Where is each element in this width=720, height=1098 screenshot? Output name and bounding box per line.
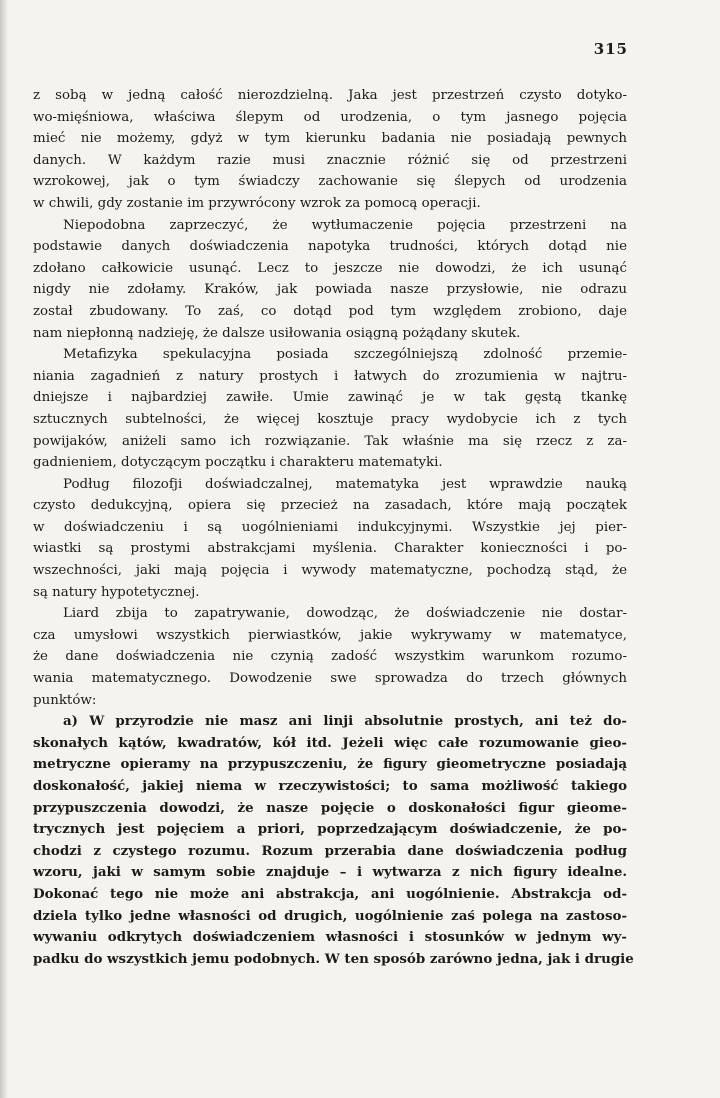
text-line: Dokonać tego nie może ani abstrakcja, ani uogólnienie. Abstrakcja od- [33,885,627,902]
text-line: a) W przyrodzie nie masz ani linji absolutnie prostych, ani też do- [63,713,627,730]
text-line: cza umysłowi wszystkich pierwiastków, jakie wykrywamy w matematyce, [33,627,627,643]
text-line: wania matematycznego. Dowodzenie swe sprowadza do trzech głównych [33,671,627,687]
text-line: przypuszczenia dowodzi, że nasze pojęcie o doskonałości figur gieome- [33,799,627,816]
text-line: metryczne opieramy na przypuszczeniu, że figury gieometryczne posiadają [33,756,627,773]
text-line: nam niepłonną nadzieję, że dalsze usiłowania osiągną pożądany skutek. [33,325,521,341]
page-edge-shadow [0,0,8,1098]
text-line: gadnieniem, dotyczącym początku i charakteru matematyki. [33,455,443,471]
text-line: Podług filozofji doświadczalnej, matematyka jest wprawdzie nauką [63,476,627,492]
text-line: padku do wszystkich jemu podobnych. W ten sposób zarówno jedna, jak i drugie [33,950,634,967]
text-line: są natury hypotetycznej. [33,584,200,600]
text-line: Niepodobna zaprzeczyć, że wytłumaczenie pojęcia przestrzeni na [63,217,627,233]
text-line: wzrokowej, jak o tym świadczy zachowanie się ślepych od urodzenia [33,174,627,190]
text-line: że dane doświadczenia nie czynią zadość wszystkim warunkom rozumo- [33,649,627,665]
text-line: został zbudowany. To zaś, co dotąd pod tym względem zrobiono, daje [33,303,627,319]
text-line: wiastki są prostymi abstrakcjami myślenia. Charakter konieczności i po- [33,541,627,557]
text-line: punktów: [33,692,97,708]
text-line: wo-mięśniowa, właściwa ślepym od urodzenia, o tym jasnego pojęcia [33,109,627,125]
text-line: z sobą w jedną całość nierozdzielną. Jaka jest przestrzeń czysto dotyko- [33,88,627,103]
text-line: podstawie danych doświadczenia napotyka trudności, których dotąd nie [33,239,627,255]
text-line: Liard zbija to zapatrywanie, dowodząc, że doświadczenie nie dostar- [63,606,627,622]
text-line: zdołano całkowicie usunąć. Lecz to jeszcze nie dowodzi, że ich usunąć [33,260,627,276]
text-line: w doświadczeniu i są uogólnieniami indukcyjnymi. Wszystkie jej pier- [33,519,627,535]
text-line: chodzi z czystego rozumu. Rozum przerabia dane doświadczenia podług [33,842,627,859]
text-line: skonałych kątów, kwadratów, kół itd. Jeżeli więc całe rozumowanie gieo- [33,734,627,751]
body-text [33,85,634,970]
text-line: danych. W każdym razie musi znacznie różnić się od przestrzeni [33,152,627,168]
text-line: nigdy nie zdołamy. Kraków, jak powiada nasze przysłowie, nie odrazu [33,282,627,298]
text-line: niania zagadnień z natury prostych i łatwych do zrozumienia w najtru- [33,368,627,384]
text-line: trycznych jest pojęciem a priori, poprzedzającym doświadczenie, że po- [33,821,627,838]
text-line: dziela tylko jedne własności od drugich, uogólnienie zaś polega na zastoso- [33,907,627,924]
text-line: Metafizyka spekulacyjna posiada szczególniejszą zdolność przemie- [63,347,627,363]
text-line: mieć nie możemy, gdyż w tym kierunku badania nie posiadają pewnych [33,131,627,147]
text-line: czysto dedukcyjną, opiera się przecież na zasadach, które mają początek [33,498,627,514]
text-line: sztucznych subtelności, że więcej kosztuje pracy wydobycie ich z tych [33,411,627,427]
text-line: wszechności, jaki mają pojęcia i wywody matematyczne, pochodzą stąd, że [33,563,627,579]
page-number: 315 [593,40,628,58]
text-line: wzoru, jaki w samym sobie znajduje – i wytwarza z nich figury idealne. [33,864,627,881]
text-line: w chwili, gdy zostanie im przywrócony wzrok za pomocą operacji. [33,195,481,211]
text-line: powijaków, aniżeli samo ich rozwiązanie. Tak właśnie ma się rzecz z za- [33,433,627,449]
text-line: doskonałość, jakiej niema w rzeczywistości; to sama możliwość takiego [33,778,627,794]
text-line: dniejsze i najbardziej zawiłe. Umie zawinąć je w tak gęstą tkankę [33,390,627,406]
text-line: wywaniu odkrytych doświadczeniem własności i stosunków w jednym wy- [33,929,627,946]
